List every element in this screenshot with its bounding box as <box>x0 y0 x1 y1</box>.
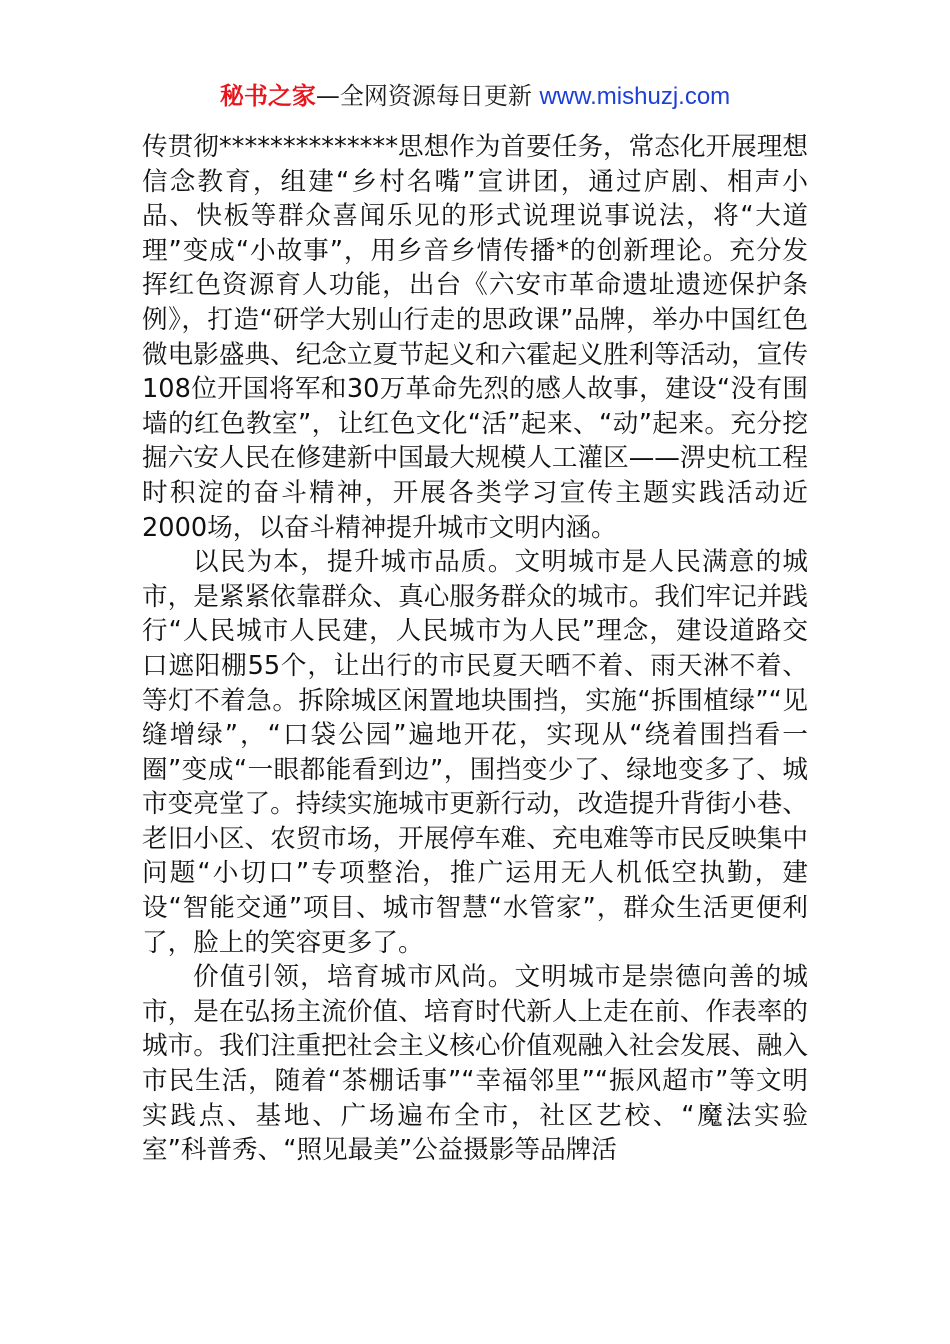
document-body <box>142 130 808 1168</box>
site-tagline: —全网资源每日更新 <box>315 82 532 110</box>
site-header <box>0 78 950 115</box>
paragraph-city-quality: 以民为本，提升城市品质。文明城市是人民满意的城市，是紧紧依靠群众、真心服务群众的城市。我们牢记并践行“人民城市人民建，人民城市为人民”理念，建设道路交口遮阳棚55个，让出行的市民夏天晒不着、雨天淋不着、等灯不着急。拆除城区闲置地块围挡，实施“拆围植绿”“见缝增绿”，“口袋公园”遍地开花，实现从“绕着围挡看一圈”变成“一眼都能看到边”，围挡变少了、绿地变多了、城市变亮堂了。持续实施城市更新行动，改造提升背街小巷、老旧小区、农贸市场，开展停车难、充电难等市民反映集中问题“小切口”专项整治，推广运用无人机低空执勤，建设“智能交通”项目、城市智慧“水管家”，群众生活更便利了，脸上的笑容更多了。 <box>142 547 808 958</box>
site-name: 秘书之家 <box>219 82 316 110</box>
paragraph-continued: 传贯彻**************思想作为首要任务，常态化开展理想信念教育，组建“乡村名嘴”宣讲团，通过庐剧、相声小品、快板等群众喜闻乐见的形式说理说事说法，将“大道理”变成“小故事”，用乡音乡情传播*的创新理论。充分发挥红色资源育人功能，出台《六安市革命遗址遗迹保护条例》，打造“研学大别山行走的思政课”品牌，举办中国红色微电影盛典、纪念立夏节起义和六霍起义胜利等活动，宣传108位开国将军和30万革命先烈的感人故事，建设“没有围墙的红色教室”，让红色文化“活”起来、“动”起来。充分挖掘六安人民在修建新中国最大规模人工灌区——淠史杭工程时积淀的奋斗精神，开展各类学习宣传主题实践活动近2000场，以奋斗精神提升城市文明内涵。 <box>142 132 808 543</box>
paragraph-city-values: 价值引领，培育城市风尚。文明城市是崇德向善的城市，是在弘扬主流价值、培育时代新人上走在前、作表率的城市。我们注重把社会主义核心价值观融入社会发展、融入市民生活，随着“茶棚话事”“幸福邻里”“振风超市”等文明实践点、基地、广场遍布全市，社区艺校、“魔法实验室”科普秀、“照见最美”公益摄影等品牌活 <box>142 962 808 1166</box>
site-url-link[interactable]: www.mishuzj.com <box>539 83 731 110</box>
